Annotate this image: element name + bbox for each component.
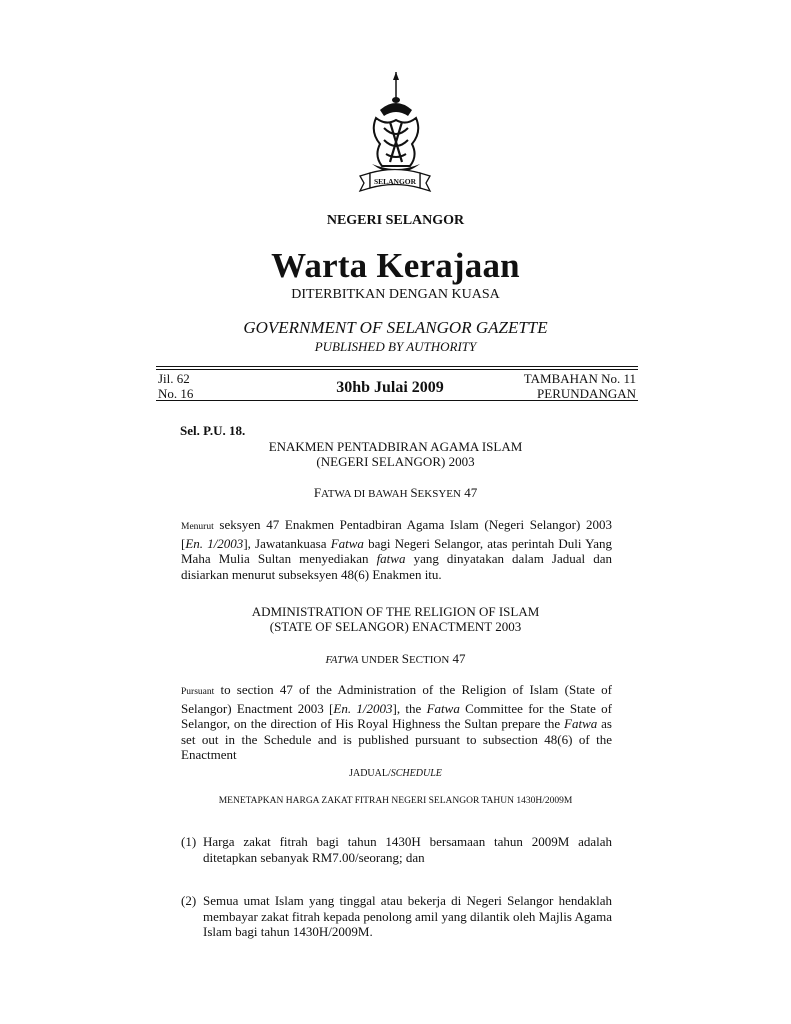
subheading-ms [0,485,791,502]
item-number: (1) [181,834,197,849]
paragraph-ms-p2: ], Jawatankuasa [243,535,331,551]
notice-reference: Sel. P.U. 18. [180,423,246,438]
gazette-subtitle-en: PUBLISHED BY AUTHORITY [314,339,477,354]
subheading-en-under: UNDER [358,654,402,666]
heading-ms-line2: (NEGERI SELANGOR) 2003 [316,454,475,469]
state-name: NEGERI SELANGOR [326,213,465,228]
item-number: (2) [181,893,197,908]
paragraph-en [181,682,612,763]
gazette-title-en: GOVERNMENT OF SELANGOR GAZETTE [243,318,548,337]
selangor-crest-icon [350,70,440,195]
supplement-number: TAMBAHAN No. 11 [523,371,636,386]
paragraph-ms-p4: yang dinyatakan dalam Jadual dan disiarkan menurut subseksyen 48(6) Enakmen itu. [181,551,612,582]
item-text: Semua umat Islam yang tinggal atau bekerja di Negeri Selangor hendaklah membayar zakat fitrah kepada penolong amil yang dilantik oleh Majlis Agama Islam bagi tahun 1430H/2009M. [203,893,612,940]
gazette-title: Warta Kerajaan [271,246,520,285]
item-text: Harga zakat fitrah bagi tahun 1430H bersamaan tahun 2009M adalah ditetapkan sebanyak RM7.00/seorang; dan [203,834,612,865]
paragraph-en-fatwa-1: Fatwa [426,700,460,716]
subheading-ms-atwa: ATWA DI BAWAH [321,488,411,500]
subheading-en [0,651,791,668]
header-rule-bottom [156,400,638,401]
subheading-en-s: S [401,651,409,666]
heading-en-line2: (STATE OF SELANGOR) ENACTMENT 2003 [269,619,522,634]
heading-en-line1: ADMINISTRATION OF THE RELIGION OF ISLAM [251,604,540,619]
subheading-ms-num: 47 [460,485,478,500]
subheading-en-ection: ECTION [408,654,450,666]
heading-ms-line1: ENAKMEN PENTADBIRAN AGAMA ISLAM [268,439,523,454]
paragraph-en-fatwa-2: Fatwa [564,716,598,732]
paragraph-en-p4: as set out in the Schedule and is published pursuant to subsection 48(6) of the Enactment [181,716,612,763]
subheading-en-num: 47 [449,651,466,666]
paragraph-ms-fatwa-1: Fatwa [330,535,364,551]
gazette-subtitle-ms: DITERBITKAN DENGAN KUASA [291,287,500,302]
paragraph-ms-fatwa-2: fatwa [376,551,406,567]
volume: Jil. 62 [158,371,190,386]
paragraph-en-p1: to section 47 of the Administration of the Religion of Islam (State of Selangor) Enactment 2003 [ [181,682,612,716]
subheading-ms-s: S [410,485,418,500]
schedule-heading-en: SCHEDULE [390,768,442,779]
issue-date: 30hb Julai 2009 [336,379,444,396]
paragraph-en-enactment-ref: En. 1/2003 [333,700,393,716]
header-rule-top [156,366,638,367]
paragraph-en-p2: ], the [392,700,427,716]
paragraph-ms-lead: Menurut [181,522,214,532]
subheading-ms-eksyen: EKSYEN [417,488,461,500]
subheading-ms-f: F [313,485,322,500]
paragraph-en-p3: Committee for the State of Selangor, on the direction of His Royal Highness the Sultan prepare the [181,700,612,732]
schedule-heading [0,768,791,779]
crest-banner-text: SELANGOR [373,177,417,186]
subheading-en-fatwa: FATWA [325,654,359,666]
paragraph-ms-p1: seksyen 47 Enakmen Pentadbiran Agama Islam (Negeri Selangor) 2003 [ [181,517,612,551]
paragraph-ms-enactment-ref: En. 1/2003 [185,535,244,551]
issue-number: No. 16 [158,386,194,401]
schedule-title: MENETAPKAN HARGA ZAKAT FITRAH NEGERI SELANGOR TAHUN 1430H/2009M [218,796,573,806]
header-rule-top-2 [156,369,638,370]
category: PERUNDANGAN [537,386,636,401]
paragraph-ms [181,517,612,582]
paragraph-ms-p3: bagi Negeri Selangor, atas perintah Duli Yang Maha Mulia Sultan menyediakan [181,535,612,567]
paragraph-en-lead: Pursuant [181,687,215,697]
schedule-heading-ms: JADUAL/ [349,768,391,779]
